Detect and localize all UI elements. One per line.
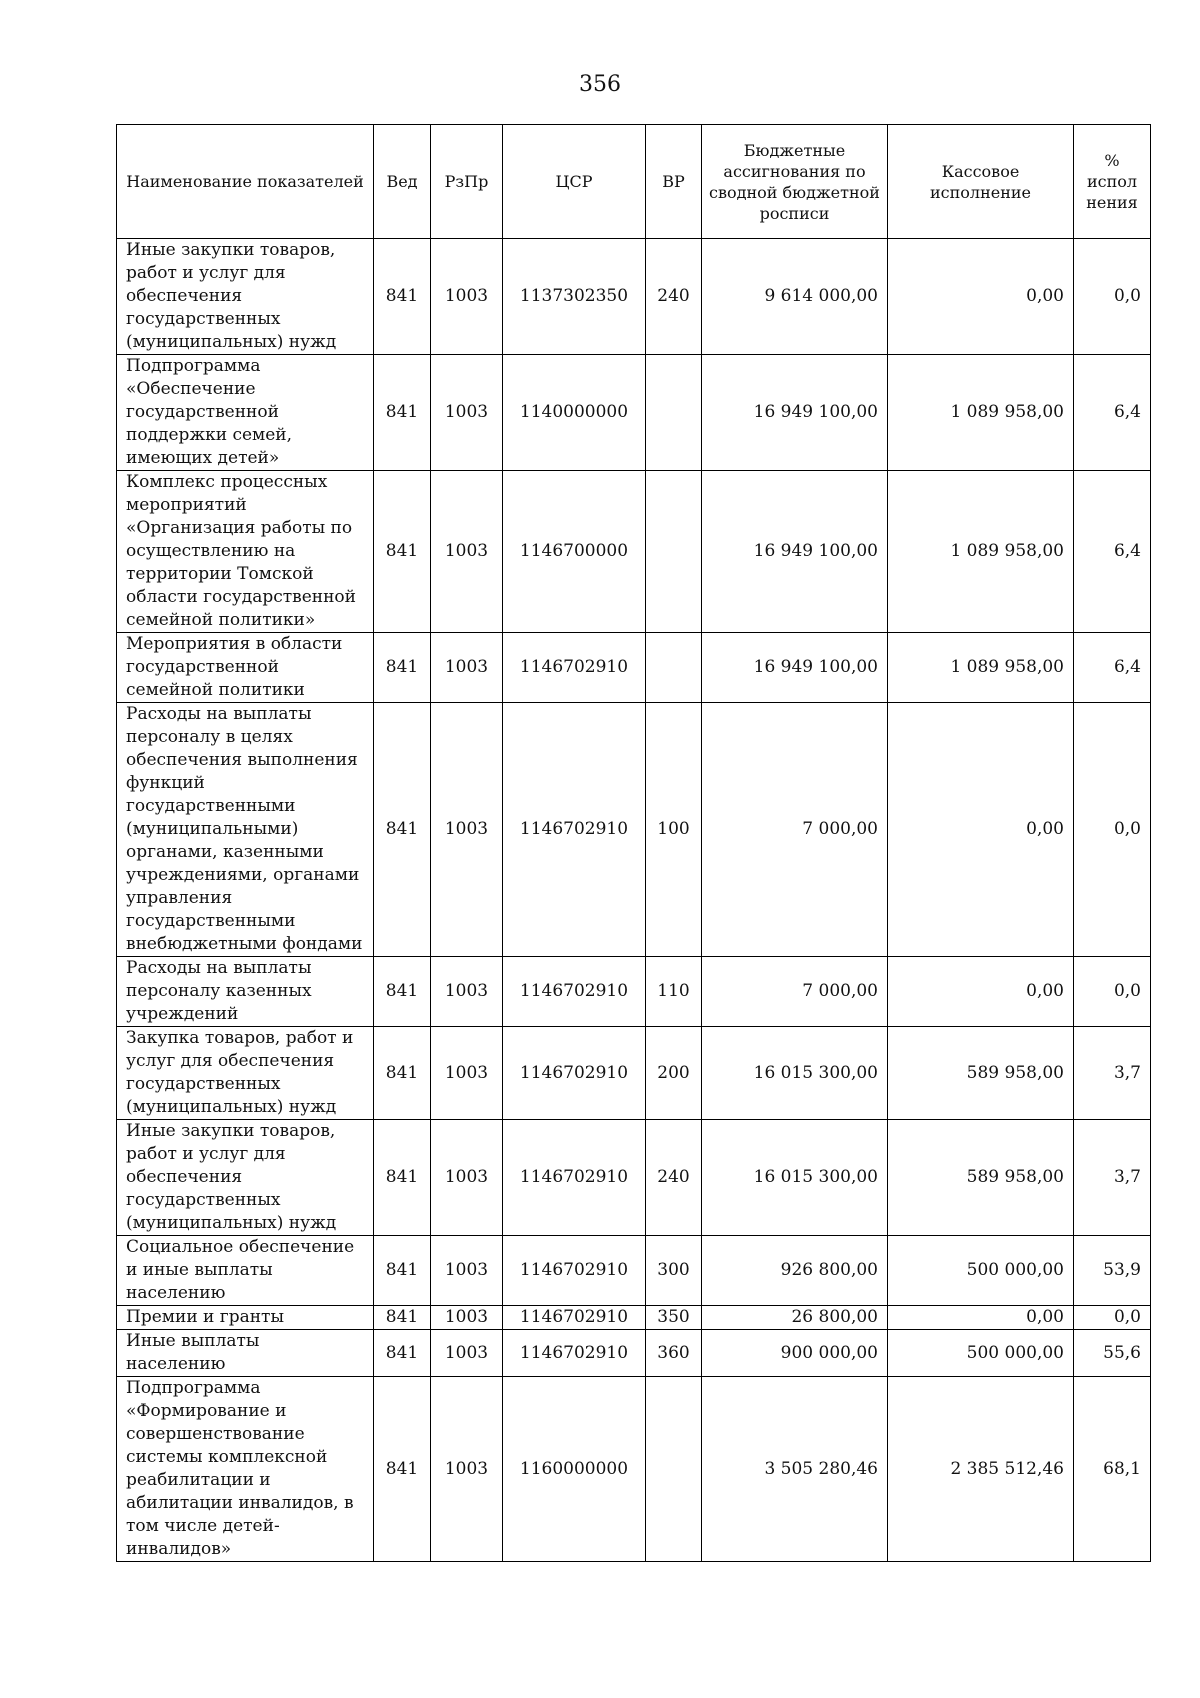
- cell-csr: 1146700000: [503, 471, 646, 633]
- cell-name: Комплекс процессных мероприятий «Организация работы по осуществлению на территории Томской области государственной семейной политики»: [117, 471, 374, 633]
- cell-name: Социальное обеспечение и иные выплаты населению: [117, 1236, 374, 1306]
- cell-budget: 7 000,00: [702, 957, 888, 1027]
- cell-cash: 0,00: [888, 957, 1074, 1027]
- cell-ved: 841: [374, 633, 431, 703]
- cell-vr: 360: [646, 1330, 702, 1377]
- cell-csr: 1146702910: [503, 633, 646, 703]
- cell-csr: 1146702910: [503, 957, 646, 1027]
- cell-cash: 0,00: [888, 703, 1074, 957]
- header-pct: % испол нения: [1074, 125, 1151, 239]
- cell-cash: 589 958,00: [888, 1027, 1074, 1120]
- table-row: [117, 1027, 1151, 1120]
- table-row: [117, 239, 1151, 355]
- cell-name: Иные закупки товаров, работ и услуг для обеспечения государственных (муниципальных) нужд: [117, 239, 374, 355]
- cell-csr: 1160000000: [503, 1377, 646, 1562]
- cell-vr: [646, 355, 702, 471]
- cell-ved: 841: [374, 471, 431, 633]
- budget-execution-table: [116, 124, 1151, 1562]
- cell-name: Расходы на выплаты персоналу казенных учреждений: [117, 957, 374, 1027]
- cell-rzpr: 1003: [431, 1027, 503, 1120]
- table-row: [117, 1330, 1151, 1377]
- cell-csr: 1137302350: [503, 239, 646, 355]
- cell-rzpr: 1003: [431, 1377, 503, 1562]
- cell-ved: 841: [374, 1027, 431, 1120]
- cell-pct: 68,1: [1074, 1377, 1151, 1562]
- header-name: Наименование показателей: [117, 125, 374, 239]
- cell-pct: 6,4: [1074, 355, 1151, 471]
- cell-budget: 16 949 100,00: [702, 471, 888, 633]
- cell-csr: 1140000000: [503, 355, 646, 471]
- cell-rzpr: 1003: [431, 1306, 503, 1330]
- cell-budget: 16 015 300,00: [702, 1027, 888, 1120]
- header-budget: Бюджетные ассигнования по сводной бюджетной росписи: [702, 125, 888, 239]
- cell-pct: 0,0: [1074, 1306, 1151, 1330]
- cell-name: Мероприятия в области государственной семейной политики: [117, 633, 374, 703]
- cell-csr: 1146702910: [503, 1306, 646, 1330]
- cell-vr: 350: [646, 1306, 702, 1330]
- table-header-row: [117, 125, 1151, 239]
- table-row: [117, 1306, 1151, 1330]
- table-row: [117, 471, 1151, 633]
- cell-pct: 0,0: [1074, 957, 1151, 1027]
- header-ved: Вед: [374, 125, 431, 239]
- cell-pct: 55,6: [1074, 1330, 1151, 1377]
- cell-vr: [646, 633, 702, 703]
- cell-ved: 841: [374, 355, 431, 471]
- cell-csr: 1146702910: [503, 1330, 646, 1377]
- cell-rzpr: 1003: [431, 355, 503, 471]
- cell-rzpr: 1003: [431, 1236, 503, 1306]
- cell-name: Иные выплаты населению: [117, 1330, 374, 1377]
- table-row: [117, 703, 1151, 957]
- cell-vr: 110: [646, 957, 702, 1027]
- cell-ved: 841: [374, 957, 431, 1027]
- cell-rzpr: 1003: [431, 633, 503, 703]
- cell-name: Премии и гранты: [117, 1306, 374, 1330]
- cell-cash: 589 958,00: [888, 1120, 1074, 1236]
- cell-vr: [646, 1377, 702, 1562]
- cell-name: Иные закупки товаров, работ и услуг для обеспечения государственных (муниципальных) нужд: [117, 1120, 374, 1236]
- header-cash: Кассовое исполнение: [888, 125, 1074, 239]
- cell-cash: 2 385 512,46: [888, 1377, 1074, 1562]
- table-row: [117, 1236, 1151, 1306]
- page-number: 356: [579, 72, 621, 97]
- cell-budget: 16 949 100,00: [702, 355, 888, 471]
- cell-name: Подпрограмма «Обеспечение государственной поддержки семей, имеющих детей»: [117, 355, 374, 471]
- cell-rzpr: 1003: [431, 703, 503, 957]
- table-row: [117, 1377, 1151, 1562]
- cell-ved: 841: [374, 1236, 431, 1306]
- cell-cash: 500 000,00: [888, 1330, 1074, 1377]
- cell-budget: 3 505 280,46: [702, 1377, 888, 1562]
- header-vr: ВР: [646, 125, 702, 239]
- cell-budget: 26 800,00: [702, 1306, 888, 1330]
- cell-budget: 9 614 000,00: [702, 239, 888, 355]
- cell-budget: 16 949 100,00: [702, 633, 888, 703]
- cell-name: Расходы на выплаты персоналу в целях обеспечения выполнения функций государственными (муниципальными) органами, казенными учреждениями, органами управления государственными внебюджетными фондами: [117, 703, 374, 957]
- cell-budget: 7 000,00: [702, 703, 888, 957]
- cell-ved: 841: [374, 1306, 431, 1330]
- cell-ved: 841: [374, 1120, 431, 1236]
- cell-name: Подпрограмма «Формирование и совершенствование системы комплексной реабилитации и абилитации инвалидов, в том числе детей-инвалидов»: [117, 1377, 374, 1562]
- cell-cash: 1 089 958,00: [888, 471, 1074, 633]
- cell-pct: 6,4: [1074, 633, 1151, 703]
- cell-cash: 0,00: [888, 1306, 1074, 1330]
- cell-name: Закупка товаров, работ и услуг для обеспечения государственных (муниципальных) нужд: [117, 1027, 374, 1120]
- table-row: [117, 355, 1151, 471]
- cell-pct: 3,7: [1074, 1027, 1151, 1120]
- cell-budget: 900 000,00: [702, 1330, 888, 1377]
- cell-csr: 1146702910: [503, 1236, 646, 1306]
- cell-ved: 841: [374, 703, 431, 957]
- cell-cash: 0,00: [888, 239, 1074, 355]
- header-rzpr: РзПр: [431, 125, 503, 239]
- cell-pct: 3,7: [1074, 1120, 1151, 1236]
- cell-csr: 1146702910: [503, 1120, 646, 1236]
- cell-pct: 6,4: [1074, 471, 1151, 633]
- cell-pct: 0,0: [1074, 703, 1151, 957]
- cell-vr: 300: [646, 1236, 702, 1306]
- cell-rzpr: 1003: [431, 1330, 503, 1377]
- cell-vr: 100: [646, 703, 702, 957]
- cell-vr: 240: [646, 239, 702, 355]
- cell-budget: 926 800,00: [702, 1236, 888, 1306]
- cell-ved: 841: [374, 239, 431, 355]
- cell-rzpr: 1003: [431, 239, 503, 355]
- cell-csr: 1146702910: [503, 1027, 646, 1120]
- cell-vr: 200: [646, 1027, 702, 1120]
- cell-csr: 1146702910: [503, 703, 646, 957]
- cell-vr: [646, 471, 702, 633]
- table-row: [117, 1120, 1151, 1236]
- cell-ved: 841: [374, 1377, 431, 1562]
- cell-ved: 841: [374, 1330, 431, 1377]
- cell-pct: 53,9: [1074, 1236, 1151, 1306]
- cell-rzpr: 1003: [431, 957, 503, 1027]
- header-csr: ЦСР: [503, 125, 646, 239]
- cell-cash: 1 089 958,00: [888, 355, 1074, 471]
- cell-vr: 240: [646, 1120, 702, 1236]
- cell-rzpr: 1003: [431, 1120, 503, 1236]
- cell-rzpr: 1003: [431, 471, 503, 633]
- cell-pct: 0,0: [1074, 239, 1151, 355]
- cell-budget: 16 015 300,00: [702, 1120, 888, 1236]
- cell-cash: 500 000,00: [888, 1236, 1074, 1306]
- table-row: [117, 957, 1151, 1027]
- table-row: [117, 633, 1151, 703]
- cell-cash: 1 089 958,00: [888, 633, 1074, 703]
